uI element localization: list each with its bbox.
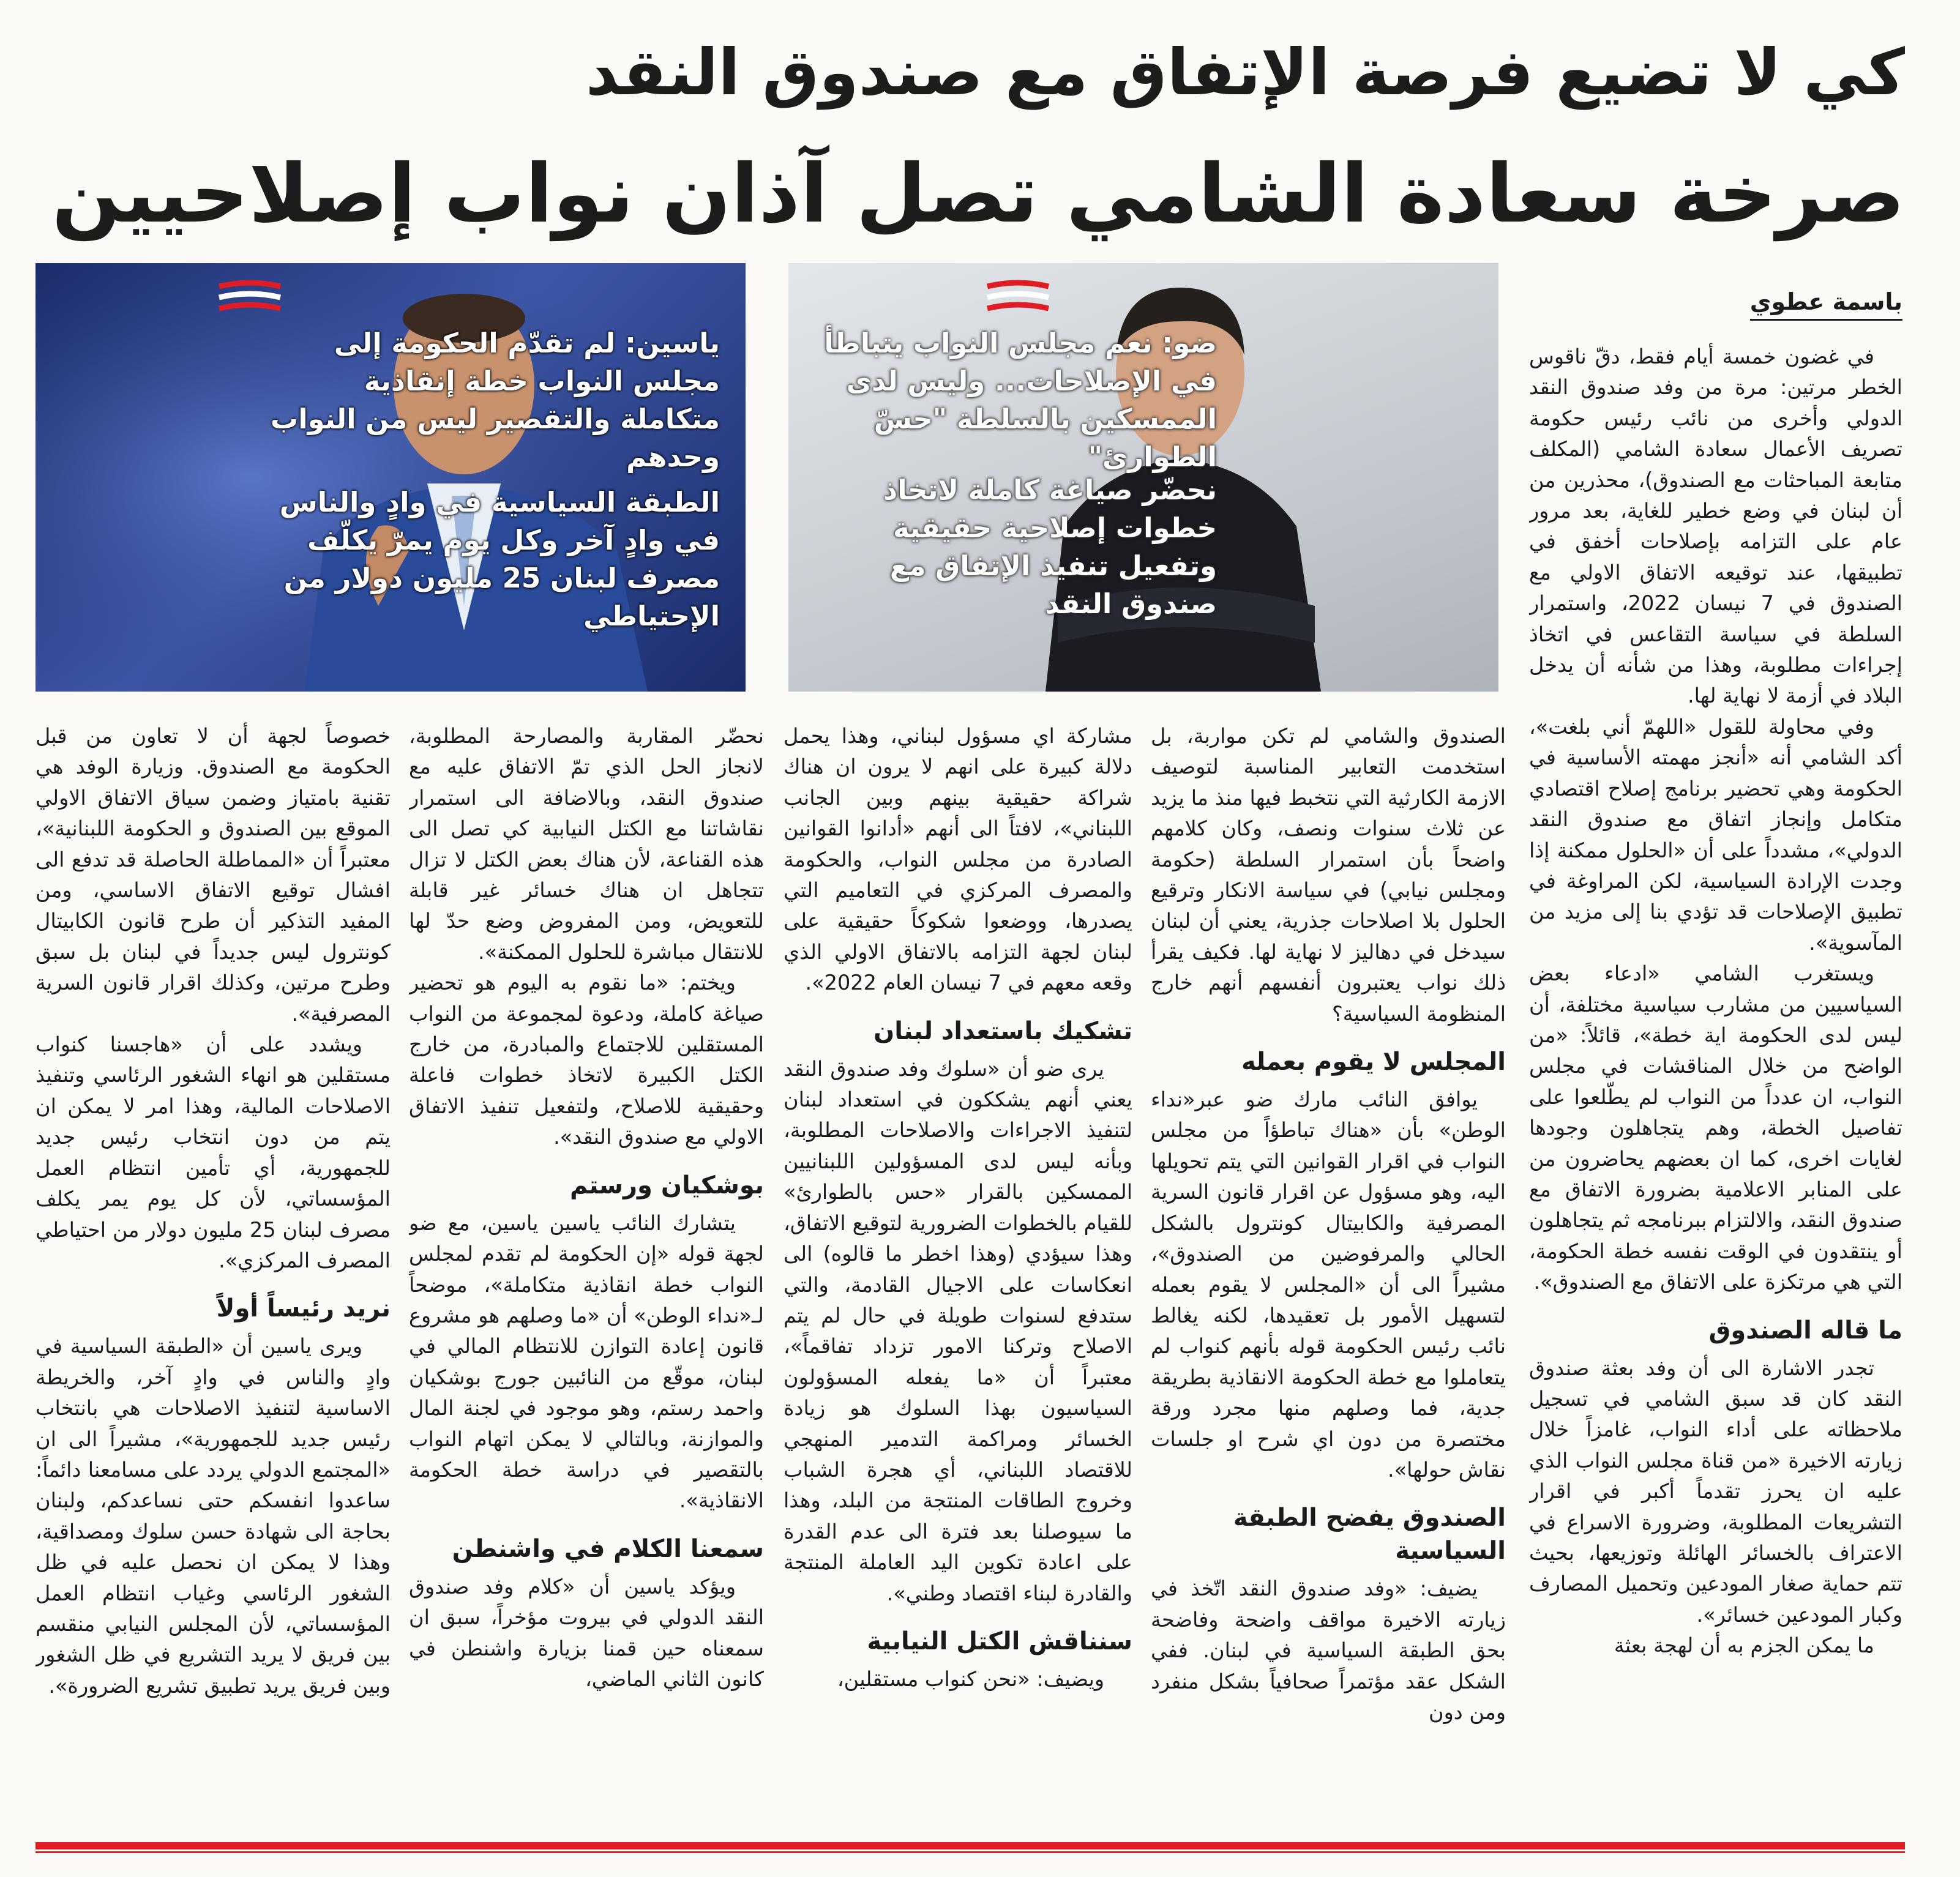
paragraph: ويشدد على أن «هاجسنا كنواب مستقلين هو انهاء الشغور الرئاسي وتنفيذ الاصلاحات المالية، وهذا امر لا يمكن ان يتم من دون انتخاب رئيس جديد للجمهورية، أي تأمين انتظام العمل المؤسساتي، لأن كل يوم يمر يكلف مصرف لبنان 25 مليون دولار من احتياطي المصرف المركزي». xyxy=(36,1032,391,1272)
lebanon-flag-stripes-icon xyxy=(216,279,283,316)
paragraph: في غضون خمسة أيام فقط، دقّ ناقوس الخطر مرتين: مرة من وفد صندوق النقد الدولي وأخرى من نائب رئيس حكومة تصريف الأعمال سعادة الشامي (المكلف متابعة المباحثات مع الصندوق)، محذرين من أن لبنان في وضع خطير للغاية، بعد مرور عام على التزامه بإصلاحات أخفق في تطبيقها، عند توقيعه الاتفاق الاولي مع الصندوق في 7 نيسان 2022، واستمرار السلطة في سياسة التقاعس في اتخاذ إجراءات مطلوبة، وهذا من شأنه أن يدخل البلاد في أزمة لا نهاية لها. xyxy=(1529,345,1902,708)
paragraph: يتشارك النائب ياسين ياسين، مع ضو لجهة قوله «إن الحكومة لم تقدم لمجلس النواب خطة انقاذية متكاملة»، موضحاً لـ«نداء الوطن» أن «ما وصلهم هو مشروع قانون إعادة التوازن للانتظام المالي في لبنان، موقّع من النائبين جورج بوشكيان واحمد رستم، وهو موجود في لجنة المال والموازنة، وبالتالي لا يمكن اتهام النواب بالتقصير في دراسة خطة الحكومة الانقاذية». xyxy=(409,1211,764,1513)
subheading: المجلس لا يقوم بعمله xyxy=(1241,1048,1506,1077)
headline-kicker: كي لا تضيع فرصة الإتفاق مع صندوق النقد xyxy=(585,35,1905,110)
photo-caption-quote-yassin: ياسين: لم تقدّم الحكومة إلى مجلس النواب خطة إنقاذية متكاملة والتقصير ليس من النواب وحدهم xyxy=(270,327,720,473)
paragraph: وفي محاولة للقول «اللهمّ أني بلغت»، أكد الشامي أنه «أنجز مهمته الأساسية في الحكومة وهي تحضير برنامج إصلاح اقتصادي متكامل وإنجاز اتفاق مع صندوق النقد الدولي»، مشدداً على أن «الحلول ممكنة إذا وجدت الإرادة السياسية، لكن المراوغة في تطبيق الإصلاحات قد تؤدي بنا إلى مزيد من المآسوية». xyxy=(1529,714,1902,955)
paragraph: تجدر الاشارة الى أن وفد بعثة صندوق النقد كان قد سبق الشامي في تسجيل ملاحظاته على أداء النواب، غامزاً خلال زيارته الاخيرة «من قناة مجلس النواب الذي عليه ان يحرز تقدماً أكبر في اقرار التشريعات المطلوبة، وضرورة الاسراع في الاعتراف بالخسائر الهائلة وتوزيعها، بحيث تتم حماية صغار المودعين وتحميل المصارف وكبار المودعين خسائر». xyxy=(1529,1356,1902,1627)
lebanon-flag-stripes-icon xyxy=(984,279,1052,316)
article-column-5 xyxy=(36,721,391,1829)
paragraph: يضيف: «وفد صندوق النقد اتّخذ في زيارته الاخيرة مواقف واضحة وفاضحة بحق الطبقة السياسية في لبنان. ففي الشكل عقد مؤتمراً صحافياً بشكل منفرد ومن دون xyxy=(1151,1577,1506,1724)
subheading: سنناقش الكتل النيابية xyxy=(867,1627,1132,1655)
article-column-4 xyxy=(409,721,764,1829)
article-column-2 xyxy=(1151,721,1506,1829)
article-column-3 xyxy=(784,721,1132,1829)
paragraph: ويرى ياسين أن «الطبقة السياسية في وادٍ والناس في وادٍ آخر، والخريطة الاساسية لتنفيذ الاصلاحات هي بانتخاب رئيس جديد للجمهورية»، مشيراً الى ان «المجتمع الدولي يردد على مسامعنا دائماً: ساعدوا انفسكم حتى نساعدكم، ولبنان بحاجة الى شهادة حسن سلوك ومصداقية، وهذا لا يمكن ان نحصل عليه في ظل الشغور الرئاسي وغياب انتظام العمل المؤسساتي، لأن المجلس النيابي منقسم بين فريق لا يريد التشريع في ظل الشغور وبين فريق يريد تطبيق تشريع الضرورة». xyxy=(36,1334,391,1698)
paragraph: ويضيف: «نحن كنواب مستقلين، xyxy=(837,1666,1104,1691)
subheading: الصندوق يفضح الطبقة السياسية xyxy=(1233,1504,1506,1565)
paragraph: نحضّر المقاربة والمصارحة المطلوبة، لانجاز الحل الذي تمّ الاتفاق عليه مع صندوق النقد، وبالاضافة الى استمرار نقاشاتنا مع الكتل النيابية كي تصل الى هذه القناعة، لأن هناك بعض الكتل لا تزال تتجاهل ان هناك خسائر غير قابلة للتعويض، ومن المفروض وضع حدّ لها للانتقال مباشرة للحلول الممكنة». xyxy=(409,724,764,964)
page-bottom-rule xyxy=(36,1842,1905,1849)
page-bottom-rule-thin xyxy=(36,1851,1905,1853)
paragraph: ويؤكد ياسين أن «كلام وفد صندوق النقد الدولي في بيروت مؤخراً، سبق ان سمعناه حين قمنا بزيارة واشنطن في كانون الثاني الماضي، xyxy=(409,1574,764,1691)
photo-caption-quote-daou: ضو: نعم مجلس النواب يتباطأ في الإصلاحات... وليس لدى الممسكين بالسلطة "حسّ الطوارئ" xyxy=(824,327,1217,473)
photo-caption-sub-yassin: الطبقة السياسية في وادٍ والناس في وادٍ آخر وكل يوم يمرّ يكلّف مصرف لبنان 25 مليون دولار من الإحتياطي xyxy=(279,486,720,632)
subheading: ما قاله الصندوق xyxy=(1708,1316,1902,1345)
byline: باسمة عطوي xyxy=(1750,288,1902,321)
paragraph: مشاركة اي مسؤول لبناني، وهذا يحمل دلالة كبيرة على انهم لا يرون ان هناك شراكة حقيقية بينهم وبين الجانب اللبناني»، لافتاً الى أنهم «أدانوا القوانين الصادرة من مجلس النواب، والحكومة والمصرف المركزي في التعاميم التي يصدرها، ووضعوا شكوكاً حقيقية على لبنان لجهة التزامه بالاتفاق الاولي الذي وقعه معهم في 7 نيسان العام 2022». xyxy=(784,724,1132,995)
paragraph: ويختم: «ما نقوم به اليوم هو تحضير صياغة كاملة، ودعوة لمجموعة من النواب المستقلين للاجتماع والمبادرة، من خارج الكتل الكبيرة لاتخاذ خطوات فاعلة وحقيقية للاصلاح، ولتفعيل تنفيذ الاتفاق الاولي مع صندوق النقد». xyxy=(409,971,764,1149)
paragraph: خصوصاً لجهة أن لا تعاون من قبل الحكومة مع الصندوق. وزيارة الوفد هي تقنية بامتياز وضمن سياق الاتفاق الاولي الموقع بين الصندوق و الحكومة اللبنانية»، معتبراً أن «المماطلة الحاصلة قد تدفع الى افشال توقيع الاتفاق الاساسي، ومن المفيد التذكير أن طرح قانون الكابيتال كونترول ليس جديداً في لبنان بل سبق وطرح مرتين، وكذلك اقرار قانون السرية المصرفية». xyxy=(36,724,391,1026)
paragraph: ما يمكن الجزم به أن لهجة بعثة xyxy=(1614,1633,1874,1658)
paragraph: يرى ضو أن «سلوك وفد صندوق النقد يعني أنهم يشككون في استعداد لبنان لتنفيذ الاجراءات والاصلاحات المطلوبة، وبأنه ليس لدى المسؤولين اللبنانيين الممسكين بالقرار «حس بالطوارئ» للقيام بالخطوات الضرورية لتوقيع الاتفاق، وهذا سيؤدي (وهذا اخطر ما قالوه) الى انعكاسات على الاجيال القادمة، والتي ستدفع لسنوات طويلة في حال لم يتم الاصلاح وتركنا الامور تزداد تفاقماً»، معتبراً أن «ما يفعله المسؤولون السياسيون بهذا السلوك هو زيادة الخسائر ومراكمة التدمير المنهجي للاقتصاد اللبناني، أي هجرة الشباب وخروج الطاقات المنتجة من البلد، وهذا ما سيوصلنا بعد فترة الى عدم القدرة على اعادة تكوين اليد العاملة المنتجة والقادرة لبناء اقتصاد وطني». xyxy=(784,1056,1132,1605)
photo-daou xyxy=(788,263,1498,692)
paragraph: يوافق النائب مارك ضو عبر«نداء الوطن» بأن «هناك تباطؤاً من مجلس النواب في اقرار القوانين التي يتم تحويلها اليه، وهو مسؤول عن اقرار قانون السرية المصرفية والكابيتال كونترول بالشكل الحالي والمرفوضين من الصندوق»، مشيراً الى أن «المجلس لا يقوم بعمله لتسهيل الأمور بل تعقيدها، لكنه يغالط نائب رئيس الحكومة قوله بأنهم كنواب لم يتعاملوا مع خطة الحكومة الانقاذية بطريقة جدية، فما وصلهم منها مجرد ورقة مختصرة من دون اي شرح او جلسات نقاش حولها». xyxy=(1151,1088,1506,1482)
subheading: تشكيك باستعداد لبنان xyxy=(873,1017,1132,1045)
subheading: نريد رئيساً أولاً xyxy=(216,1294,391,1323)
photo-caption-sub-daou: نحضّر صياغة كاملة لاتخاذ خطوات إصلاحية حقيقية وتفعيل تنفيذ الإتفاق مع صندوق النقد xyxy=(883,474,1217,620)
subheading: سمعنا الكلام في واشنطن xyxy=(452,1534,764,1563)
paragraph: ويستغرب الشامي «ادعاء بعض السياسيين من مشارب سياسية مختلفة، أن ليس لدى الحكومة اية خطة»، قائلاً: «من الواضح من خلال المناقشات في مجلس النواب، ان عدداً من النواب لم يطّلعوا على تفاصيل الخطة، وهم يتجاهلون وجودها لغايات اخرى، كما ان بعضهم يحاضرون من على المنابر الاعلامية بضرورة الاتفاق مع صندوق النقد، والالتزام ببرنامجه ثم يتجاهلون أو ينتقدون في الوقت نفسه خطة الحكومة، التي هي مرتكزة على الاتفاق مع الصندوق». xyxy=(1529,961,1902,1294)
headline-main: صرخة سعادة الشامي تصل آذان نواب إصلاحيين xyxy=(51,147,1905,241)
photo-yassin xyxy=(36,263,746,692)
subheading: بوشكيان ورستم xyxy=(569,1171,764,1200)
article-column-1 xyxy=(1529,286,1902,1829)
paragraph: الصندوق والشامي لم تكن مواربة، بل استخدمت التعابير المناسبة لتوصيف الازمة الكارثية التي نتخبط فيها منذ ما يزيد عن ثلاث سنوات ونصف، وكان كلامهم واضحاً بأن استمرار السلطة (حكومة ومجلس نيابي) في سياسة الانكار وترقيع الحلول بلا اصلاحات جذرية، يعني أن لبنان سيدخل في دهاليز لا نهاية لها. فكيف يقرأ ذلك نواب يعتبرون أنفسهم أنهم خارج المنظومة السياسية؟ xyxy=(1151,724,1506,1026)
